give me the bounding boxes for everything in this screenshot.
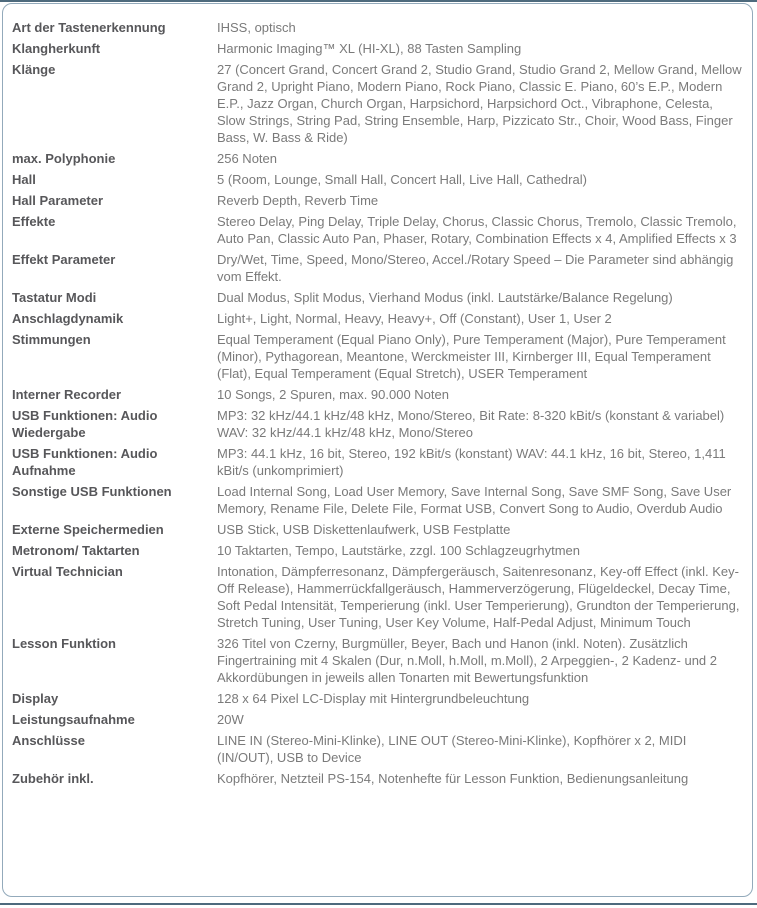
spec-row (12, 190, 744, 211)
spec-row-label: Tastatur Modi (12, 290, 97, 305)
spec-row (12, 405, 744, 443)
spec-row-value: 10 Taktarten, Tempo, Lautstärke, zzgl. 100 Schlagzeugrhytmen (217, 543, 581, 558)
spec-row-value: Dual Modus, Split Modus, Vierhand Modus (inkl. Lautstärke/Balance Regelung) (217, 290, 673, 305)
spec-row-label: Anschlagdynamik (12, 311, 124, 326)
spec-row (12, 730, 744, 768)
spec-row-value: Stereo Delay, Ping Delay, Triple Delay, Chorus, Classic Chorus, Tremolo, Classic Tremolo, Auto Pan, Classic Auto Pan, Phaser, Rotary, Combination Effects x 4, Amplified Effects x 3 (217, 214, 737, 246)
spec-row (12, 169, 744, 190)
spec-row-value: MP3: 32 kHz/44.1 kHz/48 kHz, Mono/Stereo, Bit Rate: 8-320 kBit/s (konstant & variabel) WAV: 32 kHz/44.1 kHz/48 kHz, Mono/Stereo (217, 408, 725, 440)
spec-row-value: Load Internal Song, Load User Memory, Save Internal Song, Save SMF Song, Save User Memory, Rename File, Delete File, Format USB, Convert Song to Audio, Overdub Audio (217, 484, 732, 516)
spec-row-value: Light+, Light, Normal, Heavy, Heavy+, Off (Constant), User 1, User 2 (217, 311, 612, 326)
spec-row-value: 10 Songs, 2 Spuren, max. 90.000 Noten (217, 387, 449, 402)
spec-row-label: Hall (12, 172, 36, 187)
spec-row (12, 688, 744, 709)
spec-row (12, 481, 744, 519)
spec-row-value: USB Stick, USB Diskettenlaufwerk, USB Festplatte (217, 522, 511, 537)
spec-row (12, 519, 744, 540)
spec-row-label: Virtual Technician (12, 564, 123, 579)
spec-row (12, 148, 744, 169)
spec-row-value: LINE IN (Stereo-Mini-Klinke), LINE OUT (Stereo-Mini-Klinke), Kopfhörer x 2, MIDI (IN/OUT), USB to Device (217, 733, 687, 765)
spec-row-value: Intonation, Dämpferresonanz, Dämpfergeräusch, Saitenresonanz, Key-off Effect (inkl. Key-Off Release), Hammerrückfallgeräusch, Hammerverzögerung, Flügeldeckel, Decay Time, Soft Pedal Intensität, Temperierung (inkl. User Temperierung), Grundton der Temperierung, Stretch Tuning, User Tuning, User Key Volume, Half-Pedal Adjust, Minimum Touch (217, 564, 740, 630)
spec-row (12, 443, 744, 481)
spec-row (12, 211, 744, 249)
spec-row-value: Kopfhörer, Netzteil PS-154, Notenhefte für Lesson Funktion, Bedienungsanleitung (217, 771, 689, 786)
spec-row-value: Harmonic Imaging™ XL (HI-XL), 88 Tasten Sampling (217, 41, 522, 56)
spec-row-label: Anschlüsse (12, 733, 85, 748)
spec-row-label: Metronom/ Taktarten (12, 543, 140, 558)
bottom-divider (0, 903, 757, 905)
spec-row-value: IHSS, optisch (217, 20, 296, 35)
spec-row-label: Zubehör inkl. (12, 771, 94, 786)
spec-row (12, 709, 744, 730)
spec-row-label: Hall Parameter (12, 193, 104, 208)
spec-row (12, 384, 744, 405)
spec-row-value: 128 x 64 Pixel LC-Display mit Hintergrundbeleuchtung (217, 691, 530, 706)
spec-row (12, 633, 744, 688)
spec-row (12, 329, 744, 384)
spec-row (12, 561, 744, 633)
spec-row-label: Klangherkunft (12, 41, 101, 56)
spec-row (12, 38, 744, 59)
top-divider (0, 0, 757, 2)
spec-row-label: Effekte (12, 214, 56, 229)
spec-row-label: Effekt Parameter (12, 252, 116, 267)
spec-row (12, 287, 744, 308)
spec-rows-container (12, 17, 744, 789)
spec-row-value: Dry/Wet, Time, Speed, Mono/Stereo, Accel./Rotary Speed – Die Parameter sind abhängig vom Effekt. (217, 252, 734, 284)
spec-row-label: Externe Speichermedien (12, 522, 164, 537)
spec-row-label: Lesson Funktion (12, 636, 116, 651)
spec-row (12, 17, 744, 38)
spec-row-label: Sonstige USB Funktionen (12, 484, 172, 499)
spec-table (2, 3, 753, 897)
spec-row-label: Interner Recorder (12, 387, 122, 402)
spec-row-label: USB Funktionen: Audio Aufnahme (12, 446, 158, 478)
spec-row-label: Leistungsaufnahme (12, 712, 135, 727)
spec-row (12, 308, 744, 329)
spec-row-value: 5 (Room, Lounge, Small Hall, Concert Hall, Live Hall, Cathedral) (217, 172, 587, 187)
spec-row (12, 768, 744, 789)
spec-row-value: 326 Titel von Czerny, Burgmüller, Beyer, Bach und Hanon (inkl. Noten). Zusätzlich Fingertraining mit 4 Skalen (Dur, n.Moll, h.Moll, m.Moll), 2 Arpeggien-, 2 Kadenz- und 2 Akkordübungen in jeweils allen Tonarten mit Bewertungsfunktion (217, 636, 718, 685)
spec-row-label: Klänge (12, 62, 56, 77)
spec-row-value: MP3: 44.1 kHz, 16 bit, Stereo, 192 kBit/s (konstant) WAV: 44.1 kHz, 16 bit, Stereo, 1,411 kBit/s (unkomprimiert) (217, 446, 726, 478)
spec-row-label: Art der Tastenerkennung (12, 20, 166, 35)
spec-row-label: max. Polyphonie (12, 151, 116, 166)
spec-row-label: Stimmungen (12, 332, 91, 347)
spec-row (12, 59, 744, 148)
spec-row (12, 249, 744, 287)
spec-row (12, 540, 744, 561)
spec-row-value: 256 Noten (217, 151, 277, 166)
spec-row-value: Equal Temperament (Equal Piano Only), Pure Temperament (Major), Pure Temperament (Minor), Pythagorean, Meantone, Werckmeister III, Kirnberger III, Equal Temperament (Flat), Equal Temperament (Equal Stretch), USER Temperament (217, 332, 726, 381)
spec-row-value: Reverb Depth, Reverb Time (217, 193, 379, 208)
spec-row-value: 27 (Concert Grand, Concert Grand 2, Studio Grand, Studio Grand 2, Mellow Grand, Mellow Grand 2, Upright Piano, Modern Piano, Rock Piano, Classic E. Piano, 60’s E.P., Modern E.P., Jazz Organ, Church Organ, Harpsichord, Harpsichord Oct., Vibraphone, Celesta, Slow Strings, String Pad, String Ensemble, Harp, Pizzicato Str., Choir, Wood Bass, Finger Bass, W. Bass & Ride) (217, 62, 742, 145)
spec-row-value: 20W (217, 712, 244, 727)
spec-row-label: Display (12, 691, 59, 706)
spec-row-label: USB Funktionen: Audio Wiedergabe (12, 408, 158, 440)
